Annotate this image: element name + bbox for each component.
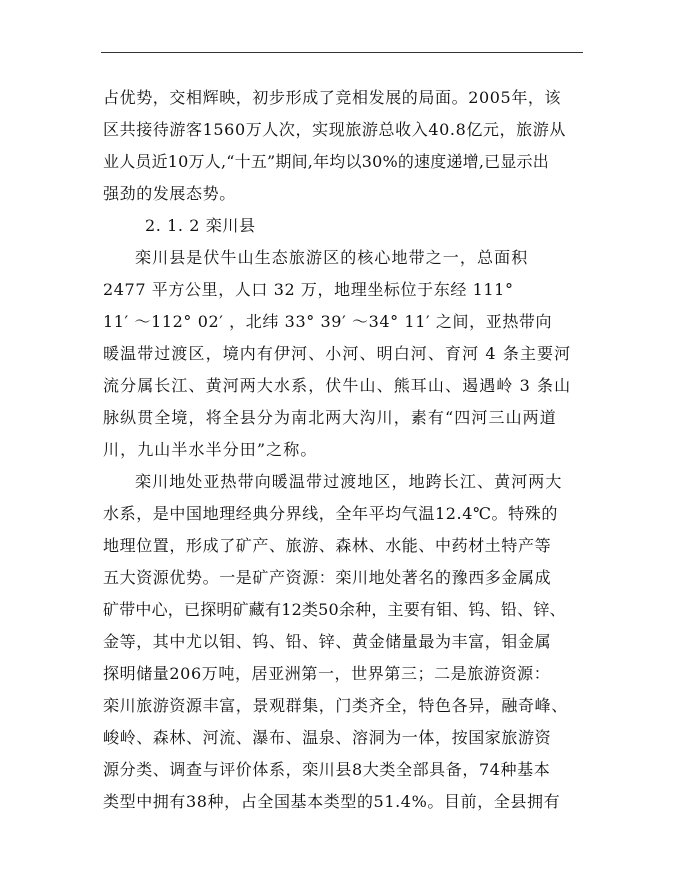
text-line: 流分属长江、黄河两大水系，伏牛山、熊耳山、遏遇岭 3 条山 [103,376,572,395]
paragraph-luanchuan-resources [103,466,588,818]
text-line: 类型中拥有38种，占全国基本类型的51.4%。目前，全县拥有 [103,792,561,811]
text-line: 强劲的发展态势。 [103,184,236,203]
text-line: 暖温带过渡区，境内有伊河、小河、明白河、育河 4 条主要河 [103,344,572,363]
text-line: 川，九山半水半分田”之称。 [103,440,318,459]
text-line: 栾川地处亚热带向暖温带过渡地区，地跨长江、黄河两大 [135,472,563,491]
paragraph-tourism-summary [103,82,588,210]
text-line: 脉纵贯全境，将全县分为南北两大沟川，素有“四河三山两道 [103,408,557,427]
text-line: 栾川旅游资源丰富，景观群集，门类齐全，特色各异，融奇峰、 [103,696,568,715]
text-line: 水系，是中国地理经典分界线，全年平均气温12.4℃。特殊的 [103,504,558,523]
text-line: 11′ ～112° 02′ ，北纬 33° 39′ ～34° 11′ 之间，亚热带向 [103,312,553,331]
text-line: 占优势，交相辉映，初步形成了竞相发展的局面。2005年，该 [103,88,562,107]
text-line: 地理位置，形成了矿产、旅游、森林、水能、中药材土特产等 [103,536,552,555]
paragraph-luanchuan-overview [103,242,588,466]
text-line: 探明储量206万吨，居亚洲第一，世界第三；二是旅游资源： [103,664,551,683]
text-line: 区共接待游客1560万人次，实现旅游总收入40.8亿元，旅游从 [103,120,566,139]
document-body [103,82,588,818]
text-line: 2477 平方公里，人口 32 万，地理坐标位于东经 111° [103,280,514,299]
section-heading: 2. 1. 2 栾川县 [145,216,256,235]
text-line: 五大资源优势。一是矿产资源：栾川地处著名的豫西多金属成 [103,568,552,587]
header-rule [101,52,583,53]
text-line: 金等，其中尤以钼、钨、铅、锌、黄金储量最为丰富，钼金属 [103,632,552,651]
text-line: 源分类、调查与评价体系，栾川县8大类全部具备，74种基本 [103,760,551,779]
text-line: 业人员近10万人,“十五”期间,年均以30%的速度递增,已显示出 [103,152,549,171]
text-line: 峻岭、森林、河流、瀑布、温泉、溶洞为一体，按国家旅游资 [103,728,552,747]
text-line: 栾川县是伏牛山生态旅游区的核心地带之一，总面积 [135,248,529,267]
text-line: 矿带中心，已探明矿藏有12类50余种，主要有钼、钨、铅、锌、 [103,600,566,619]
